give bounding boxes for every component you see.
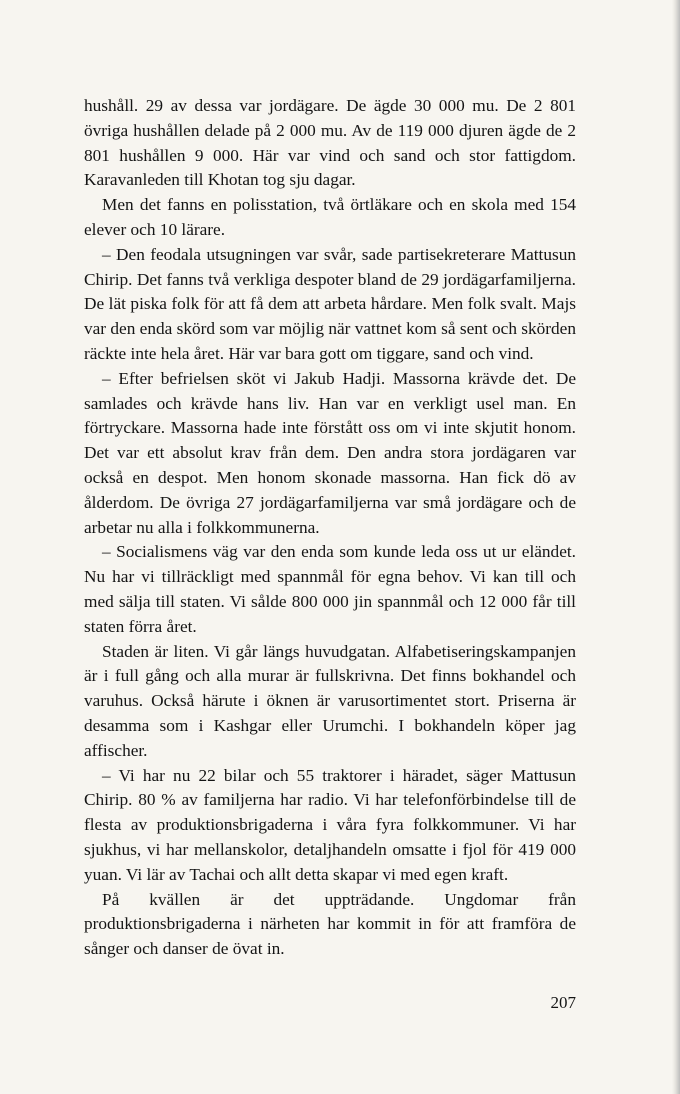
paragraph-3: – Den feodala utsugningen var svår, sade partisekreterare Mattusun Chirip. Det fanns två verkliga despoter bland de 29 jordägarfamiljerna. De lät piska folk för att få dem att arbeta hårdare. Men folk svalt. Majs var den enda skörd som var möjlig när vattnet kom så sent och skörden räckte inte hela året. Här var bara gott om tiggare, sand och vind. xyxy=(84,244,576,363)
paragraph-6: Staden är liten. Vi går längs huvudgatan. Alfabetiseringskampanjen är i full gång och alla murar är fullskrivna. Det finns bokhandel och varuhus. Också härute i öknen är varusortimentet stort. Priserna är desamma som i Kashgar eller Urumchi. I bokhandeln köper jag affischer. xyxy=(84,641,576,760)
paragraph-2: Men det fanns en polisstation, två örtläkare och en skola med 154 elever och 10 lärare. xyxy=(84,195,576,239)
paragraph-1: hushåll. 29 av dessa var jordägare. De ägde 30 000 mu. De 2 801 övriga hushållen delade på 2 000 mu. Av de 119 000 djuren ägde de 2 801 hushållen 9 000. Här var vind och sand och stor fattigdom. Karavanleden till Khotan tog sju dagar. xyxy=(84,96,576,190)
paragraph-7: – Vi har nu 22 bilar och 55 traktorer i häradet, säger Mattusun Chirip. 80 % av familjerna har radio. Vi har telefonförbindelse till de flesta av produktionsbrigaderna i våra fyra folkkommuner. Vi har sjukhus, vi har mellanskolor, detaljhandeln omsatte i fjol för 419 000 yuan. Vi lär av Tachai och allt detta skapar vi med egen kraft. xyxy=(84,765,576,884)
paragraph-5: – Socialismens väg var den enda som kunde leda oss ut ur eländet. Nu har vi tillräckligt med spannmål för egna behov. Vi kan till och med sälja till staten. Vi sålde 800 000 jin spannmål och 12 000 får till staten förra året. xyxy=(84,542,576,636)
body-text xyxy=(84,94,576,962)
paragraph-8: På kvällen är det uppträdande. Ungdomar från produktionsbrigaderna i närheten har kommit in för att framföra de sånger och danser de övat in. xyxy=(84,889,576,959)
page-number: 207 xyxy=(550,993,576,1012)
paragraph-4: – Efter befrielsen sköt vi Jakub Hadji. Massorna krävde det. De samlades och krävde hans liv. Han var en verkligt usel man. En förtryckare. Massorna hade inte förstått oss om vi inte skjutit honom. Det var ett absolut krav från dem. Den andra stora jordägaren var också en despot. Men honom skonade massorna. Han fick dö av ålderdom. De övriga 27 jordägarfamiljerna var små jordägare och de arbetar nu alla i folkkommunerna. xyxy=(84,368,576,537)
page-edge xyxy=(672,0,680,1094)
